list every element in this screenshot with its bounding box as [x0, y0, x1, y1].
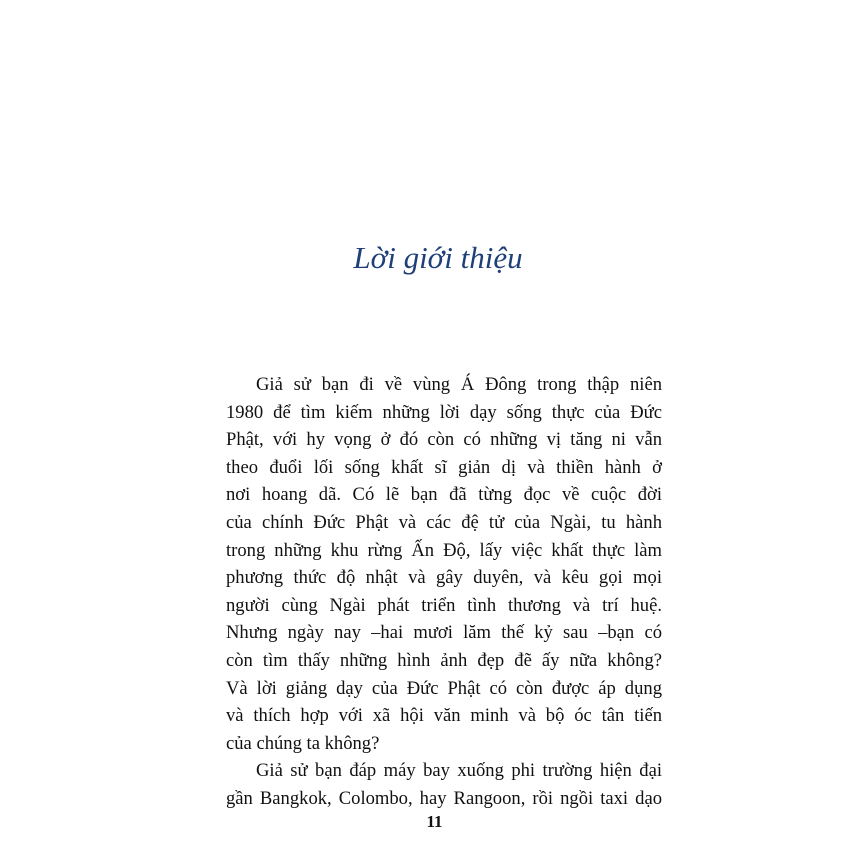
text-line: và thích hợp với xã hội văn minh và bộ óc tân tiến — [226, 705, 662, 727]
text-line: Giả sử bạn đi về vùng Á Đông trong thập niên — [256, 374, 662, 395]
text-line: Giả sử bạn đáp máy bay xuống phi trường hiện đại — [256, 760, 662, 782]
text-line: Nhưng ngày nay –hai mươi lăm thế kỷ sau –bạn có — [226, 622, 662, 644]
text-line: nơi hoang dã. Có lẽ bạn đã từng đọc về cuộc đời — [226, 484, 662, 506]
text-line: trong những khu rừng Ấn Độ, lấy việc khất thực làm — [226, 539, 662, 561]
page-number: 11 — [426, 812, 443, 831]
text-line: của chính Đức Phật và các đệ tử của Ngài, tu hành — [226, 511, 662, 533]
text-line: còn tìm thấy những hình ảnh đẹp đẽ ấy nữa không? — [226, 649, 662, 671]
text-line: phương thức độ nhật và gây duyên, và kêu gọi mọi — [226, 567, 662, 589]
text-line: người cùng Ngài phát triển tình thương và trí huệ. — [226, 594, 662, 616]
text-line: của chúng ta không? — [226, 732, 380, 754]
text-line: gần Bangkok, Colombo, hay Rangoon, rồi ngồi taxi dạo — [226, 787, 662, 809]
chapter-title: Lời giới thiệu — [353, 240, 523, 275]
text-line: theo đuổi lối sống khất sĩ giản dị và thiền hành ở — [226, 456, 662, 478]
text-line: Phật, với hy vọng ở đó còn có những vị tăng ni vẫn — [226, 429, 662, 451]
body-text — [226, 371, 662, 813]
text-line: 1980 để tìm kiếm những lời dạy sống thực của Đức — [226, 401, 662, 423]
text-line: Và lời giảng dạy của Đức Phật có còn được áp dụng — [226, 677, 662, 699]
